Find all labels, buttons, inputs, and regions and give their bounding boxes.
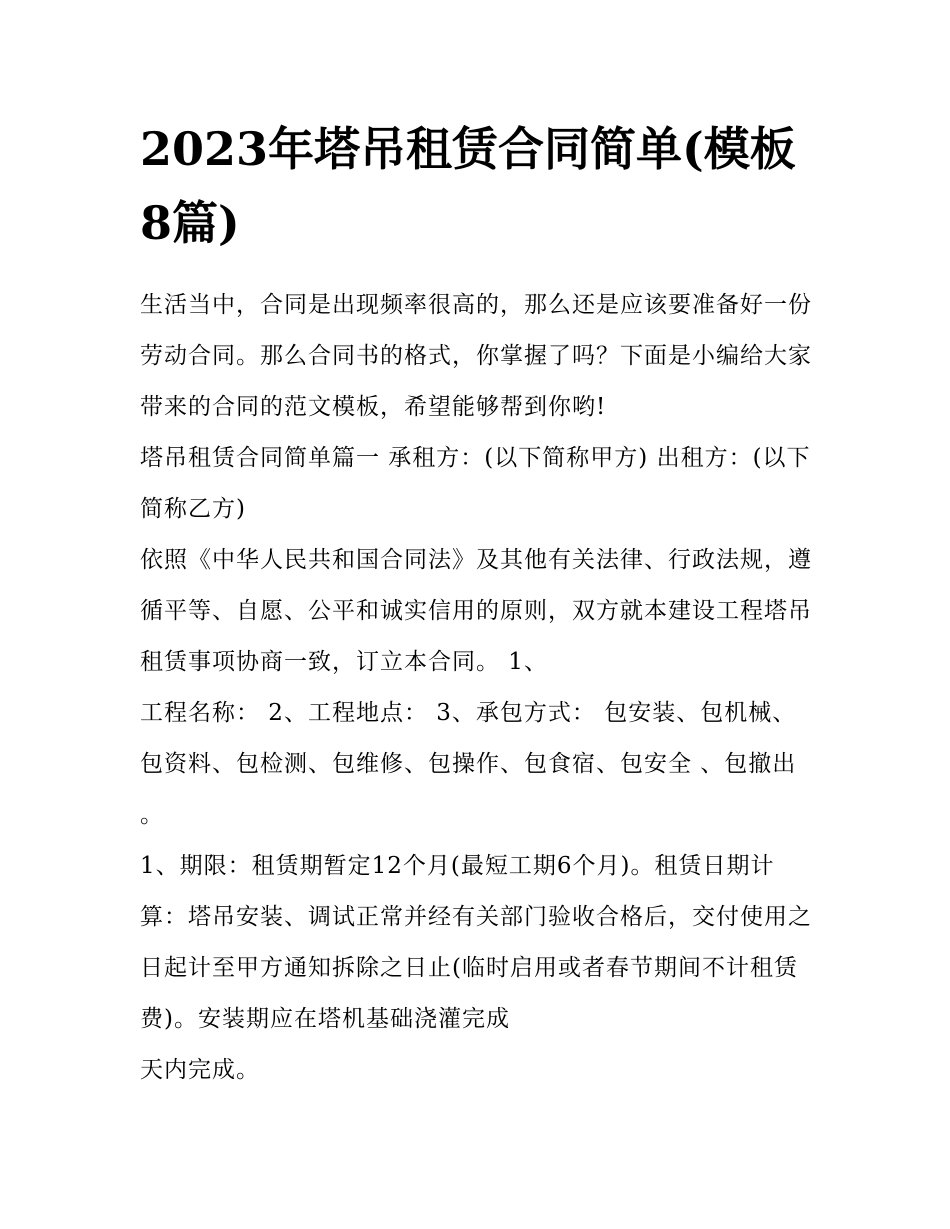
title-spacer [140, 260, 820, 280]
project-paragraph: 工程名称： 2、工程地点： 3、承包方式： 包安装、包机械、包资料、包检测、包维修、包操作、包食宿、包安全 、包撤出 。 [140, 700, 797, 828]
intro-paragraph: 生活当中，合同是出现频率很高的，那么还是应该要准备好一份劳动合同。那么合同书的格式，你掌握了吗？下面是小编给大家带来的合同的范文模板，希望能够帮到你哟! [140, 292, 812, 420]
document-title: 2023年塔吊租赁合同简单(模板8篇) [140, 122, 796, 250]
parties-paragraph: 塔吊租赁合同简单篇一 承租方：(以下简称甲方) 出租方：(以下简称乙方) [140, 445, 811, 522]
term-paragraph: 1、期限：租赁期暂定12个月(最短工期6个月)。租赁日期计算：塔吊安装、调试正常并经有关部门验收合格后，交付使用之日起计至甲方通知拆除之日止(临时启用或者春节期间不计租赁费)。安装期应在塔机基础浇灌完成 [140, 853, 812, 1032]
document-page [140, 112, 820, 1096]
completion-paragraph: 天内完成。 [140, 1057, 260, 1083]
basis-paragraph: 依照《中华人民共和国合同法》及其他有关法律、行政法规，遵循平等、自愿、公平和诚实信用的原则，双方就本建设工程塔吊租赁事项协商一致，订立本合同。 1、 [140, 547, 812, 675]
